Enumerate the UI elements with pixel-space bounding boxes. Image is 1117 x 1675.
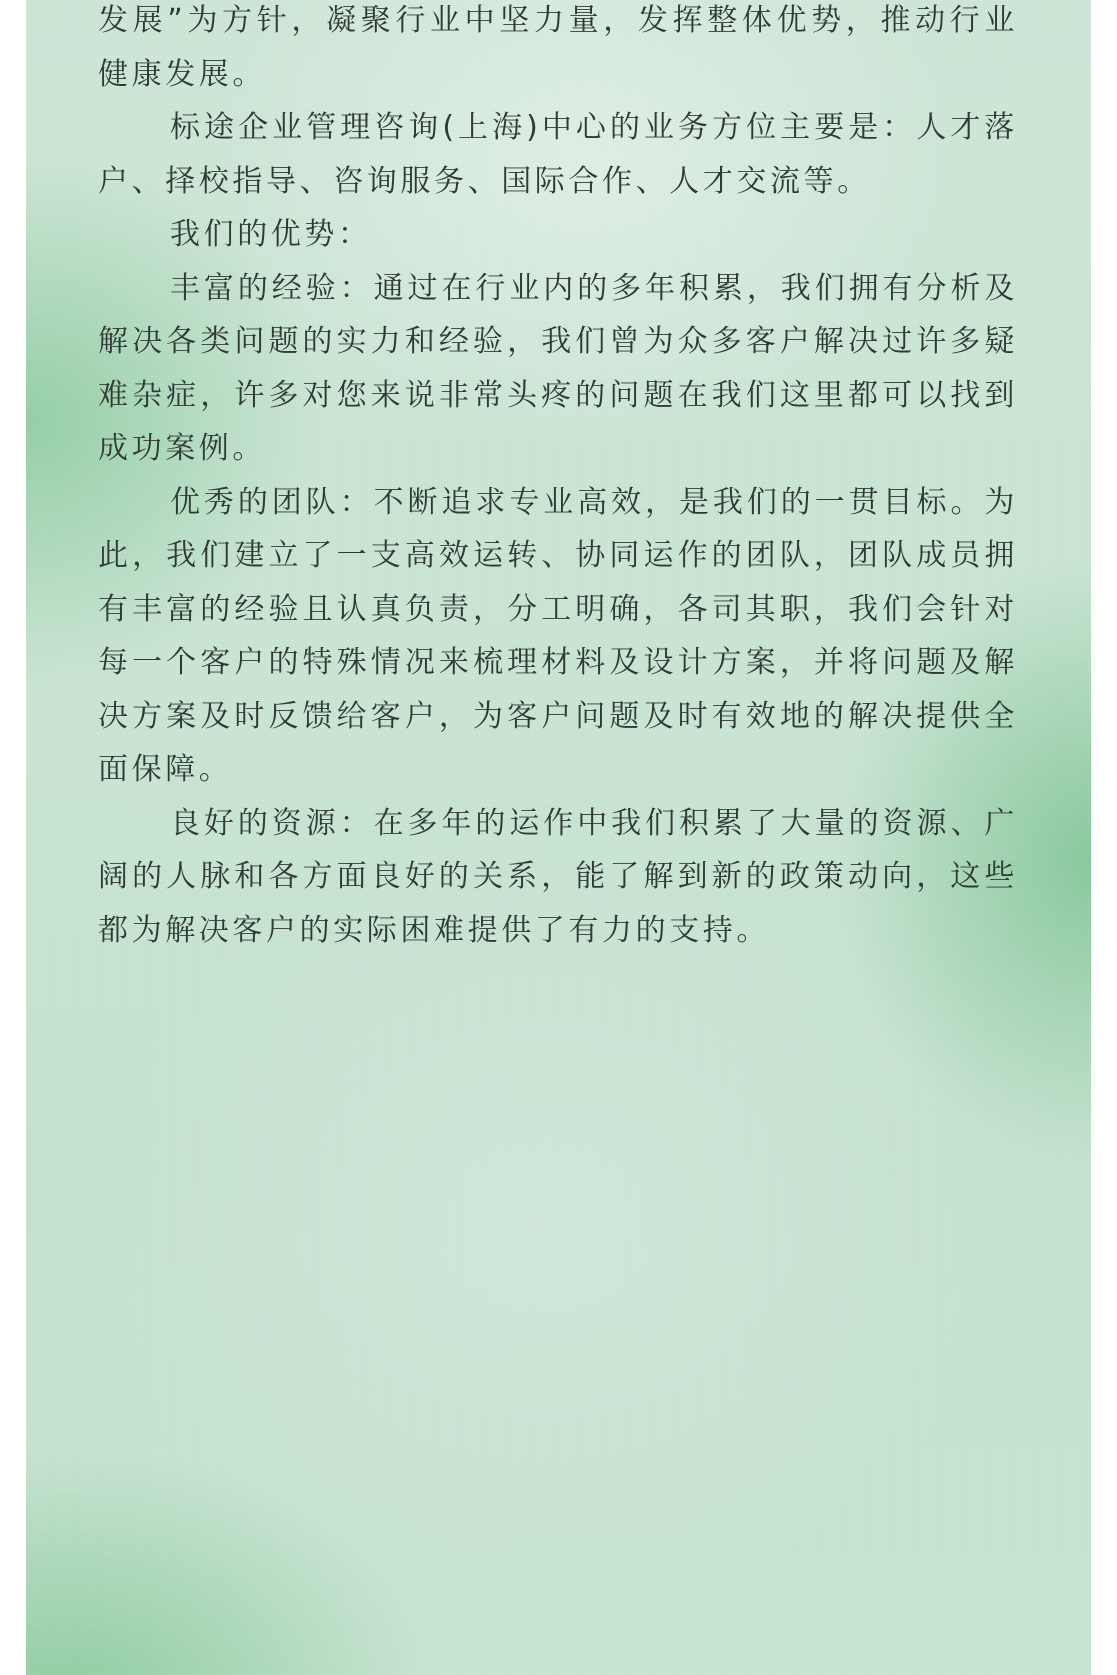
paragraph-resources: 良好的资源：在多年的运作中我们积累了大量的资源、广阔的人脉和各方面良好的关系，能了解到新的政策动向，这些都为解决客户的实际困难提供了有力的支持。 [98, 805, 1018, 948]
paragraph-advantages-heading: 我们的优势： [170, 217, 372, 252]
paragraph-business-scope: 标途企业管理咨询(上海)中心的业务方位主要是：人才落户、择校指导、咨询服务、国际合作、人才交流等。 [98, 110, 1018, 199]
paragraph-experience: 丰富的经验：通过在行业内的多年积累，我们拥有分析及解决各类问题的实力和经验，我们曾为众多客户解决过许多疑难杂症，许多对您来说非常头疼的问题在我们这里都可以找到成功案例。 [98, 270, 1018, 466]
green-card-background [26, 0, 1091, 1675]
paragraph-policy-tail: 发展”为方针，凝聚行业中坚力量，发挥整体优势，推动行业健康发展。 [98, 3, 1018, 92]
paragraph-team: 优秀的团队：不断追求专业高效，是我们的一贯目标。为此，我们建立了一支高效运转、协同运作的团队，团队成员拥有丰富的经验且认真负责，分工明确，各司其职，我们会针对每一个客户的特殊情况来梳理材料及设计方案，并将问题及解决方案及时反馈给客户，为客户问题及时有效地的解决提供全面保障。 [98, 484, 1018, 787]
article-body [98, 0, 1018, 957]
